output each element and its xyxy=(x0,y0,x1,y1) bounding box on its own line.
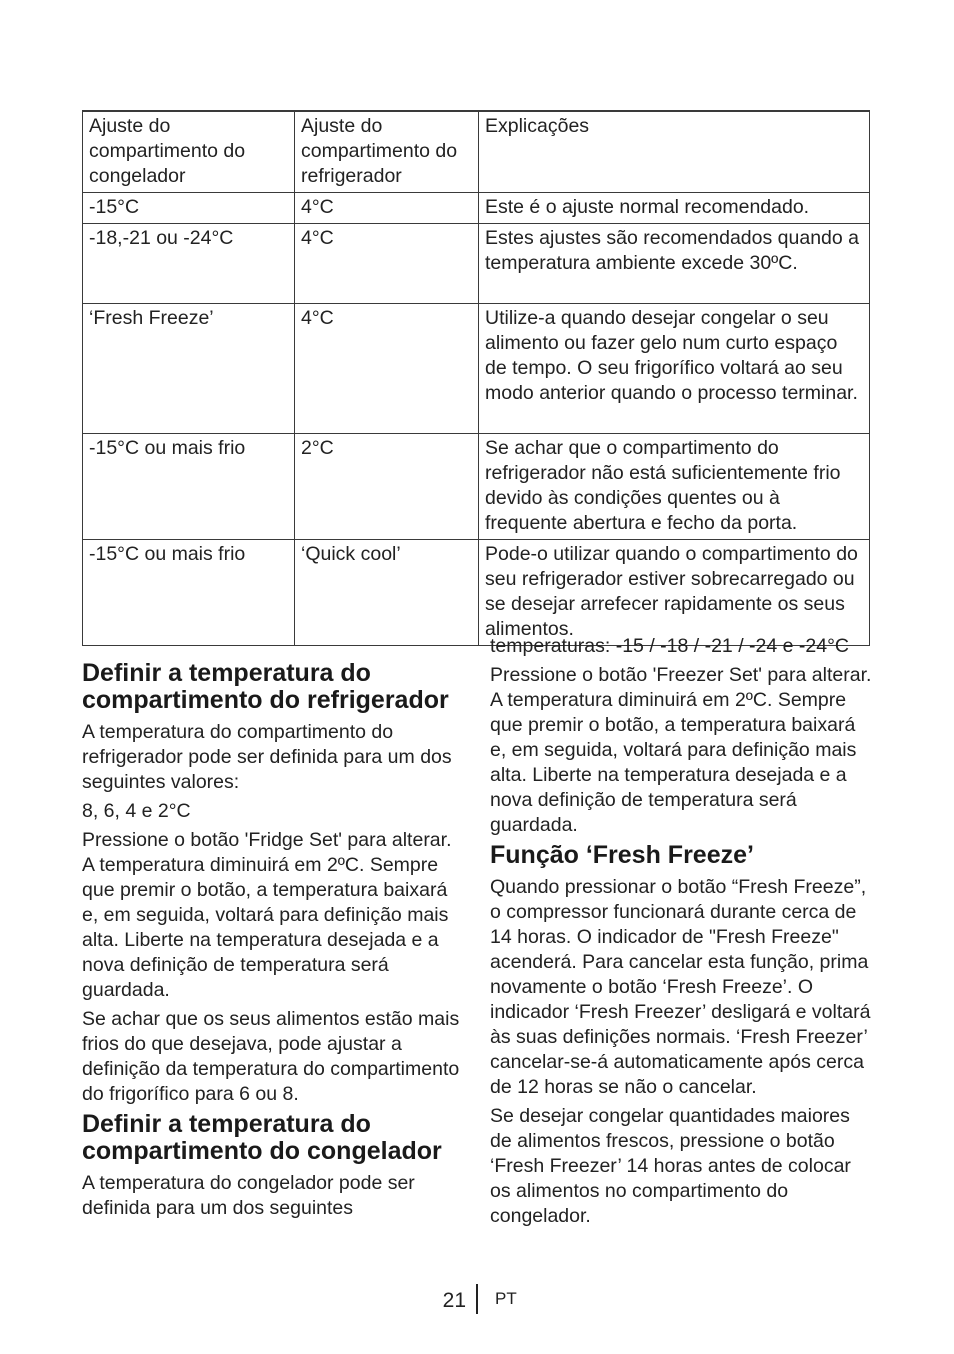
explanation-cell: Estes ajustes são recomendados quando a temperatura ambiente excede 30ºC. xyxy=(479,224,870,304)
fridge-section-heading: Definir a temperatura do compartimento do refrigerador xyxy=(82,659,449,714)
table-row xyxy=(83,304,870,434)
explanation-cell: Se achar que o compartimento do refrigerador não está suficientemente frio devido às condições quentes ou à frequente abertura e fecho da porta. xyxy=(479,434,870,540)
explanation-cell: Pode-o utilizar quando o compartimento do seu refrigerador estiver sobrecarregado ou se desejar arrefecer rapidamente os seus alimentos. xyxy=(479,540,870,646)
settings-table xyxy=(82,110,870,646)
freezer-setting-cell: ‘Fresh Freeze’ xyxy=(83,304,295,434)
header-freezer-setting: Ajuste do compartimento do congelador xyxy=(83,111,295,193)
page-footer xyxy=(0,1284,954,1316)
table-row xyxy=(83,540,870,646)
freezer-instructions-paragraph: Pressione o botão 'Freezer Set' para alterar. A temperatura diminuirá em 2ºC. Sempre que premir o botão, a temperatura baixará e, em seguida, voltará para definição mais alta. Liberte na temperatura desejada e a nova definição de temperatura será guardada. xyxy=(490,664,872,836)
fridge-setting-cell: 4°C xyxy=(295,193,479,224)
explanation-cell: Este é o ajuste normal recomendado. xyxy=(479,193,870,224)
right-text-column xyxy=(490,634,875,1233)
fridge-setting-cell: 4°C xyxy=(295,304,479,434)
page-number: 21 xyxy=(442,1289,466,1312)
table-header-row xyxy=(83,111,870,193)
freezer-setting-cell: -18,-21 ou -24°C xyxy=(83,224,295,304)
fridge-instructions-paragraph: Pressione o botão 'Fridge Set' para alterar. A temperatura diminuirá em 2ºC. Sempre que premir o botão, a temperatura baixará e, em seguida, voltará para definição mais alta. Liberte na temperatura desejada e a nova definição de temperatura será guardada. xyxy=(82,829,452,1001)
fresh-freeze-paragraph: Quando pressionar o botão “Fresh Freeze”, o compressor funcionará durante cerca de 14 horas. O indicador de "Fresh Freeze" acenderá. Para cancelar esta função, prima novamente o botão ‘Fresh Freeze’. O indicador ‘Fresh Freezer’ desligará e voltará às suas definições normais. ‘Fresh Freezer’ cancelar-se-á automaticamente após cerca de 12 horas se não o cancelar. xyxy=(490,876,871,1098)
fridge-setting-cell: 2°C xyxy=(295,434,479,540)
freezer-values-paragraph: temperaturas: -15 / -18 / -21 / -24 e -24°C xyxy=(490,635,849,657)
language-code: PT xyxy=(495,1289,517,1308)
freezer-setting-cell: -15°C ou mais frio xyxy=(83,434,295,540)
freezer-section-heading: Definir a temperatura do compartimento do congelador xyxy=(82,1110,442,1165)
fresh-freeze-tip-paragraph: Se desejar congelar quantidades maiores de alimentos frescos, pressione o botão ‘Fresh Freezer’ 14 horas antes de colocar os alimentos no compartimento do congelador. xyxy=(490,1105,851,1227)
table-row xyxy=(83,224,870,304)
table-row xyxy=(83,193,870,224)
fresh-freeze-heading: Função ‘Fresh Freeze’ xyxy=(490,841,754,869)
fridge-adjust-paragraph: Se achar que os seus alimentos estão mais frios do que desejava, pode ajustar a definição da temperatura do compartimento do frigorífico para 6 ou 8. xyxy=(82,1008,460,1105)
fridge-intro-paragraph: A temperatura do compartimento do refrigerador pode ser definida para um dos seguintes valores: xyxy=(82,721,452,793)
freezer-setting-cell: -15°C ou mais frio xyxy=(83,540,295,646)
fridge-setting-cell: 4°C xyxy=(295,224,479,304)
fridge-setting-cell: ‘Quick cool’ xyxy=(295,540,479,646)
freezer-setting-cell: -15°C xyxy=(83,193,295,224)
footer-divider xyxy=(476,1284,478,1314)
left-text-column xyxy=(82,660,467,1225)
header-fridge-setting: Ajuste do compartimento do refrigerador xyxy=(295,111,479,193)
fridge-values-paragraph: 8, 6, 4 e 2°C xyxy=(82,800,191,822)
freezer-intro-paragraph: A temperatura do congelador pode ser definida para um dos seguintes xyxy=(82,1172,415,1219)
explanation-cell: Utilize-a quando desejar congelar o seu alimento ou fazer gelo num curto espaço de tempo. O seu frigorífico voltará ao seu modo anterior quando o processo terminar. xyxy=(479,304,870,434)
table-row xyxy=(83,434,870,540)
header-explanation: Explicações xyxy=(479,111,870,193)
